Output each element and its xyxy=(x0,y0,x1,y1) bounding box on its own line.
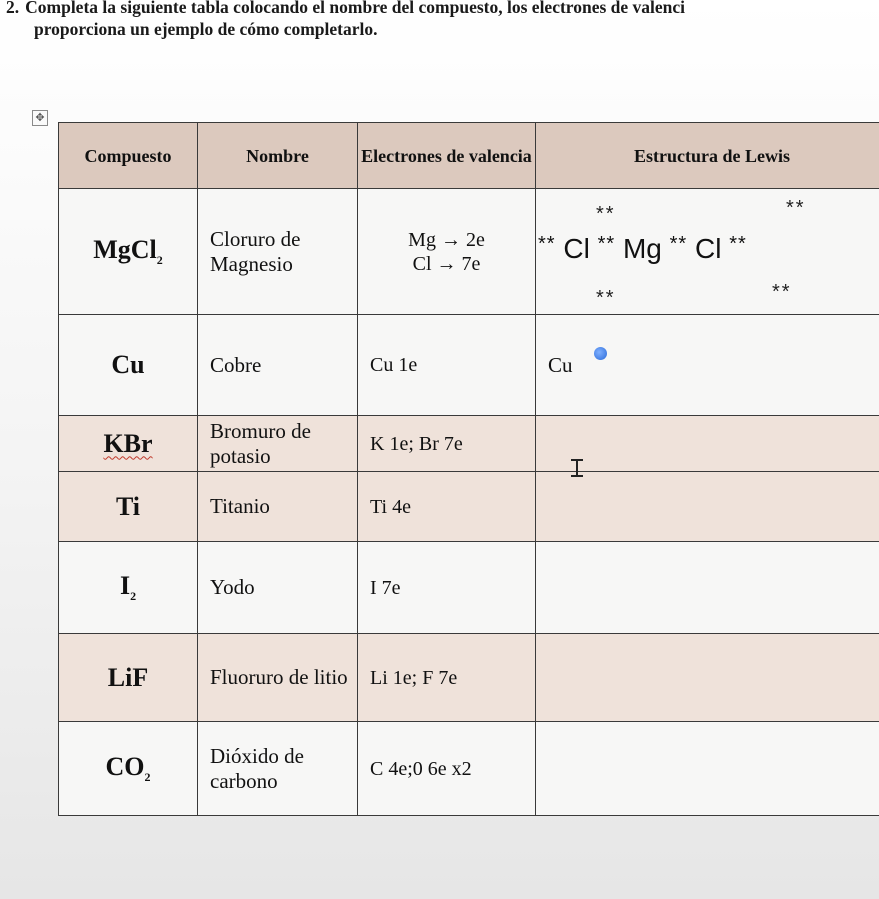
table-row xyxy=(59,542,879,634)
valence-cell[interactable]: Cu 1e xyxy=(358,315,536,416)
lewis-cell[interactable] xyxy=(536,189,879,315)
compound-cell[interactable]: KBr xyxy=(59,416,198,472)
valence-cell[interactable]: I 7e xyxy=(358,542,536,634)
table-row xyxy=(59,722,879,816)
lewis-cu-symbol: Cu xyxy=(548,353,573,377)
compound-cell[interactable]: LiF xyxy=(59,634,198,722)
header-electrones: Electrones de valencia xyxy=(358,123,536,189)
lewis-cell[interactable] xyxy=(536,315,879,416)
valence-electron-dot-icon xyxy=(594,347,607,360)
table-row xyxy=(59,189,879,315)
instruction-line-2: proporciona un ejemplo de cómo completarlo. xyxy=(34,19,378,39)
question-number: 2. xyxy=(6,0,20,17)
table-row xyxy=(59,634,879,722)
valence-cell[interactable]: K 1e; Br 7e xyxy=(358,416,536,472)
header-compuesto: Compuesto xyxy=(59,123,198,189)
lewis-dots: ** xyxy=(786,196,806,219)
name-cell[interactable]: Bromuro de potasio xyxy=(198,416,358,472)
compounds-table xyxy=(58,122,879,816)
header-nombre: Nombre xyxy=(198,123,358,189)
lewis-structure-mgcl2 xyxy=(536,191,879,313)
name-cell[interactable]: Cobre xyxy=(198,315,358,416)
lewis-cell[interactable] xyxy=(536,722,879,816)
lewis-main-line: ** Cl ** Mg ** Cl ** xyxy=(538,232,747,264)
lewis-cell[interactable] xyxy=(536,472,879,542)
lewis-cell[interactable] xyxy=(536,416,879,472)
lewis-cell[interactable] xyxy=(536,634,879,722)
lewis-cell[interactable] xyxy=(536,542,879,634)
table-row xyxy=(59,472,879,542)
name-cell[interactable]: Fluoruro de litio xyxy=(198,634,358,722)
compound-cell[interactable]: Cu xyxy=(59,315,198,416)
instruction-line-1: 2. Completa la siguiente tabla colocando el nombre del compuesto, los electrones de valenci xyxy=(6,0,879,18)
name-cell[interactable]: Dióxido de carbono xyxy=(198,722,358,816)
table-row xyxy=(59,315,879,416)
compound-cell[interactable]: MgCl$_2$ xyxy=(59,189,198,315)
header-lewis: Estructura de Lewis xyxy=(536,123,879,189)
name-cell[interactable]: Yodo xyxy=(198,542,358,634)
lewis-dots: ** xyxy=(596,286,616,309)
instruction-text xyxy=(6,0,879,40)
valence-line-cl: Cl → 7e xyxy=(412,252,481,275)
compound-cell[interactable]: $I_2$ xyxy=(59,542,198,634)
name-cell[interactable]: Titanio xyxy=(198,472,358,542)
compound-cell[interactable]: $CO_2$ xyxy=(59,722,198,816)
text-cursor-icon xyxy=(576,460,578,476)
name-cell[interactable]: Cloruro de Magnesio xyxy=(198,189,358,315)
table-header-row xyxy=(59,123,879,189)
lewis-dots: ** xyxy=(596,202,616,225)
table-row xyxy=(59,416,879,472)
lewis-dots: ** xyxy=(772,280,792,303)
valence-line-mg: Mg → 2e xyxy=(408,228,485,251)
valence-cell[interactable]: Li 1e; F 7e xyxy=(358,634,536,722)
valence-cell[interactable] xyxy=(358,189,536,315)
compound-cell[interactable]: Ti xyxy=(59,472,198,542)
table-move-handle-icon[interactable]: ✥ xyxy=(32,110,48,126)
valence-cell[interactable]: C 4e;0 6e x2 xyxy=(358,722,536,816)
valence-cell[interactable]: Ti 4e xyxy=(358,472,536,542)
